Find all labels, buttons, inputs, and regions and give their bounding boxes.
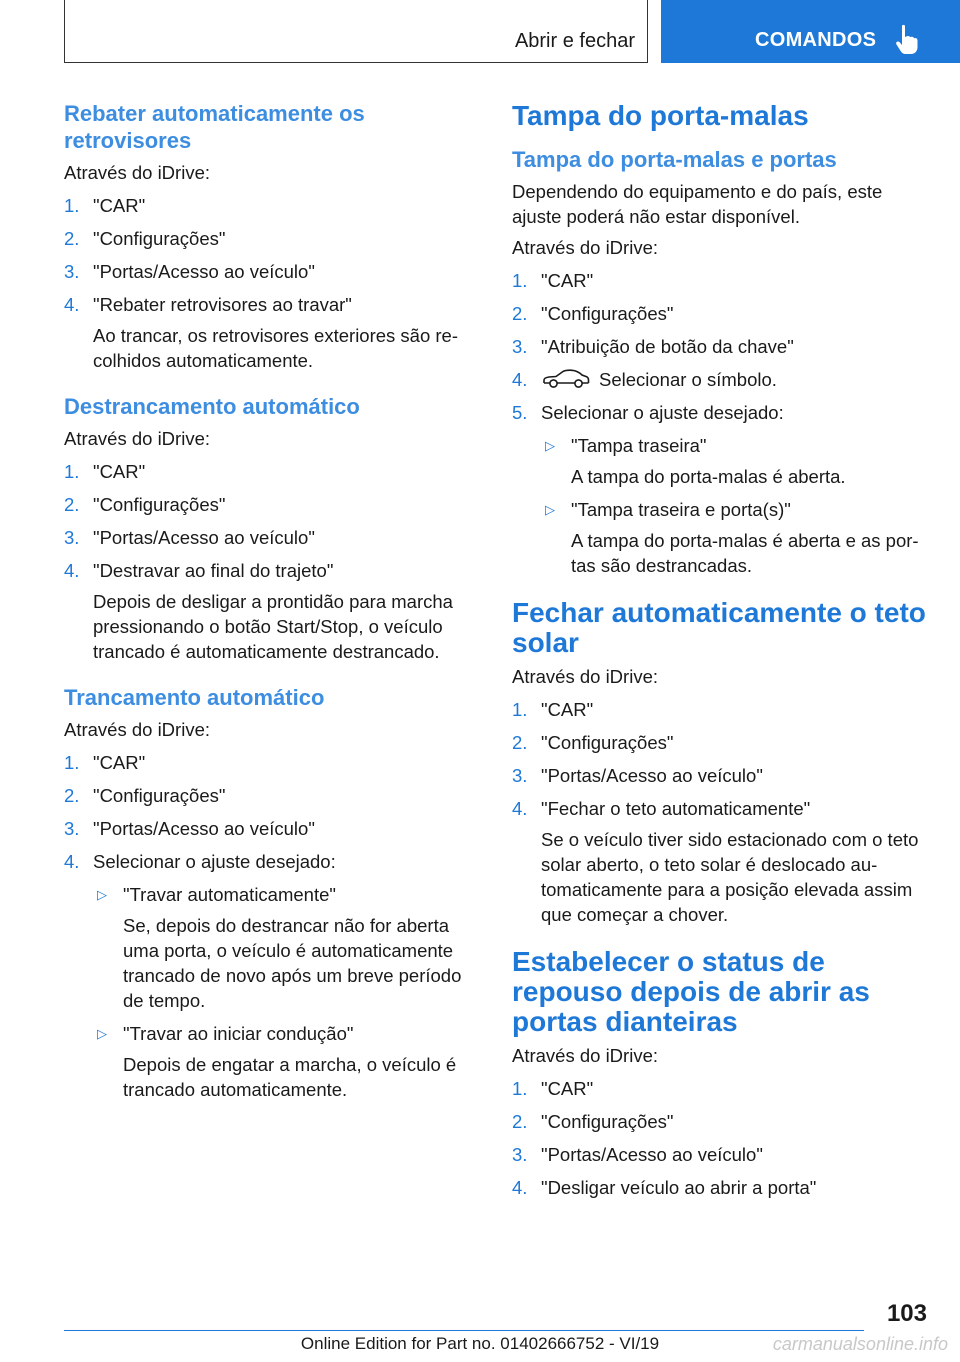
step-item [64,816,476,841]
intro-text: Através do iDrive: [512,666,658,687]
option-text: "Tampa traseira" [571,435,707,456]
step-number: 4. [64,560,80,581]
right-column [512,100,928,1200]
step-text: Selecionar o símbolo. [599,369,777,390]
step-item [64,259,476,284]
step-number: 2. [512,1111,528,1132]
step-item [512,268,928,293]
step-text: "Atribuição de botão da chave" [541,336,794,357]
step-text: "Fechar o teto automaticamente" [541,798,811,819]
step-text: "CAR" [541,1078,594,1099]
option-item [541,433,928,489]
step-item [64,849,476,1102]
step-number: 3. [64,527,80,548]
step-item [512,1142,928,1167]
step-number: 1. [512,1078,528,1099]
step-item [512,1175,928,1200]
step-number: 2. [512,732,528,753]
triangle-bullet-icon: ▷ [97,887,107,902]
step-text: "Destravar ao final do trajeto" [93,560,334,581]
header-chapter-tab [661,0,960,63]
steps-list [512,1076,928,1200]
step-text: "Rebater retrovisores ao travar" [93,294,352,315]
step-item [512,367,928,392]
option-item [93,882,476,1013]
intro-text: Através do iDrive: [64,162,210,183]
section-title: Tampa do porta-malas e portas [512,147,837,172]
step-number: 5. [512,402,528,423]
step-item [64,750,476,775]
step-text: "Configurações" [93,494,226,515]
section-trancamento-automatico [64,684,476,1102]
section-title: Estabelecer o status de repouso depois de abrir as portas dianteiras [512,946,870,1037]
steps-list [64,459,476,664]
option-item [541,497,928,578]
triangle-bullet-icon: ▷ [545,502,555,517]
car-symbol-icon [541,368,591,390]
steps-list [512,268,928,578]
section-rebater-retrovisores [64,100,476,373]
step-item [64,193,476,218]
step-item [512,796,928,927]
step-text: "Configurações" [93,228,226,249]
steps-list [64,193,476,373]
step-item [64,226,476,251]
option-description: A tampa do porta-malas é aberta e as por-tas são destrancadas. [571,530,919,576]
step-item [64,292,476,373]
step-text: "CAR" [93,752,146,773]
step-text: "Configurações" [93,785,226,806]
step-text: "Portas/Acesso ao veículo" [93,818,315,839]
step-description: Ao trancar, os retrovisores exteriores são re-colhidos automaticamente. [93,325,459,371]
main-title: Tampa do porta-malas [512,100,809,131]
step-text: "Desligar veículo ao abrir a porta" [541,1177,817,1198]
header-section-title: Abrir e fechar [514,30,635,52]
option-text: "Travar automaticamente" [123,884,336,905]
step-item [512,400,928,578]
section-destrancamento-automatico [64,393,476,664]
step-item [512,334,928,359]
intro-text: Através do iDrive: [64,428,210,449]
step-item [64,783,476,808]
step-description: Se o veículo tiver sido estacionado com o teto solar aberto, o teto solar é deslocado au-tomaticamente para a posição elevada assim que começar a chover. [541,829,919,925]
triangle-bullet-icon: ▷ [97,1026,107,1041]
step-description: Depois de desligar a prontidão para marcha pressionando o botão Start/Stop, o veículo trancado é automaticamente destrancado. [93,591,453,662]
step-item [512,301,928,326]
step-text: Selecionar o ajuste desejado: [93,851,336,872]
note-text: Dependendo do equipamento e do país, este ajuste poderá não estar disponível. [512,181,883,227]
left-column [64,100,476,1102]
step-number: 2. [64,228,80,249]
step-number: 4. [512,798,528,819]
steps-list [64,750,476,1102]
step-item [64,492,476,517]
step-text: "CAR" [93,195,146,216]
option-text: "Travar ao iniciar condução" [123,1023,354,1044]
page-number: 103 [886,1300,927,1327]
step-text: "Configurações" [541,732,674,753]
step-text: "Portas/Acesso ao veículo" [541,1144,763,1165]
header-chapter-label: COMANDOS [755,29,877,51]
step-item [512,1109,928,1134]
step-number: 1. [512,270,528,291]
step-number: 1. [64,195,80,216]
section-title: Trancamento automático [64,685,325,710]
step-item [512,763,928,788]
step-item [64,525,476,550]
step-item [512,730,928,755]
step-text: "Configurações" [541,303,674,324]
step-number: 2. [512,303,528,324]
pointing-hand-icon [894,24,920,56]
step-text: "Configurações" [541,1111,674,1132]
step-item [512,1076,928,1101]
step-number: 2. [64,494,80,515]
step-text: "CAR" [93,461,146,482]
step-number: 3. [64,261,80,282]
intro-text: Através do iDrive: [512,1045,658,1066]
step-number: 4. [64,851,80,872]
intro-text: Através do iDrive: [512,237,658,258]
step-text: "CAR" [541,270,594,291]
step-item [64,459,476,484]
section-status-repouso [512,947,928,1200]
step-text: Selecionar o ajuste desejado: [541,402,784,423]
step-number: 4. [512,369,528,390]
section-title: Destrancamento automático [64,394,360,419]
step-text: "Portas/Acesso ao veículo" [541,765,763,786]
step-number: 3. [512,336,528,357]
option-text: "Tampa traseira e porta(s)" [571,499,791,520]
step-number: 2. [64,785,80,806]
options-list [93,882,476,1102]
header-section-frame [64,0,648,63]
step-text: "Portas/Acesso ao veículo" [93,261,315,282]
step-item [512,697,928,722]
step-number: 4. [512,1177,528,1198]
steps-list [512,697,928,927]
option-description: Depois de engatar a marcha, o veículo é trancado automaticamente. [123,1054,457,1100]
step-number: 1. [64,752,80,773]
triangle-bullet-icon: ▷ [545,438,555,453]
footer-rule [64,1330,864,1331]
intro-text: Através do iDrive: [64,719,210,740]
section-teto-solar [512,598,928,927]
section-title: Fechar automaticamente o teto solar [512,597,926,658]
option-description: A tampa do porta-malas é aberta. [571,466,846,487]
step-number: 3. [64,818,80,839]
step-item [64,558,476,664]
step-number: 3. [512,765,528,786]
section-tampa-portas [512,146,928,578]
step-number: 1. [512,699,528,720]
section-title: Rebater automaticamente os retrovisores [64,101,365,153]
step-text: "Portas/Acesso ao veículo" [93,527,315,548]
step-number: 3. [512,1144,528,1165]
options-list [541,433,928,578]
option-item [93,1021,476,1102]
watermark: carmanualsonline.info [772,1334,948,1354]
step-number: 1. [64,461,80,482]
step-text: "CAR" [541,699,594,720]
edition-text: Online Edition for Part no. 01402666752 - VI/19 [300,1334,660,1353]
step-number: 4. [64,294,80,315]
option-description: Se, depois do destrancar não for aberta uma porta, o veículo é automaticamente trancado de novo após um breve período de tempo. [123,915,462,1011]
